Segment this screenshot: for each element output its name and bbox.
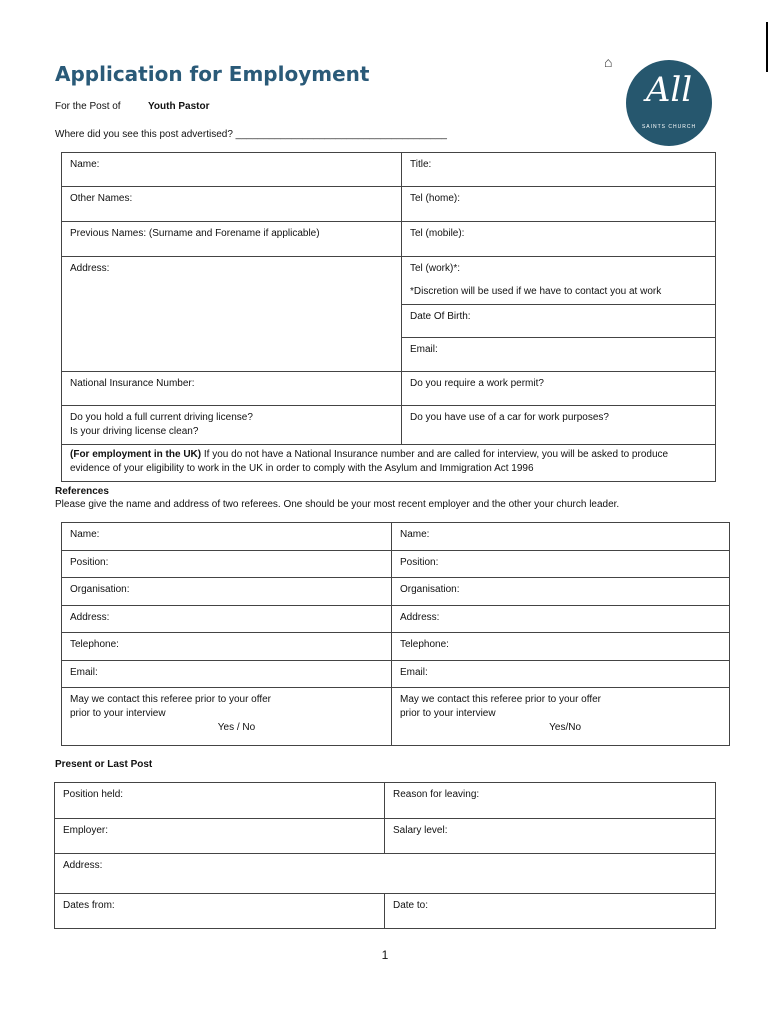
- other-names-field[interactable]: Other Names:: [62, 187, 402, 222]
- uk-note-bold: (For employment in the UK): [70, 449, 202, 460]
- reason-leaving-field[interactable]: Reason for leaving:: [385, 783, 716, 819]
- position-held-field[interactable]: Position held:: [55, 783, 385, 819]
- dates-from-field[interactable]: Dates from:: [55, 894, 385, 929]
- driving-license-label: Do you hold a full current driving license?: [70, 412, 253, 423]
- page-number: 1: [381, 948, 389, 962]
- title-field[interactable]: Title:: [402, 153, 716, 187]
- ref1-address-field[interactable]: Address:: [62, 606, 392, 633]
- name-field[interactable]: Name:: [62, 153, 402, 187]
- discretion-note: *Discretion will be used if we have to contact you at work: [410, 286, 662, 297]
- ref1-organisation-field[interactable]: Organisation:: [62, 578, 392, 606]
- church-roof-icon: ⌂: [604, 54, 613, 70]
- ref2-contact-q1: May we contact this referee prior to your offer: [400, 694, 602, 705]
- logo-text: All: [645, 70, 693, 110]
- uk-eligibility-note: [62, 445, 716, 482]
- ref1-email-field[interactable]: Email:: [62, 661, 392, 688]
- page-title: Application for Employment: [55, 62, 370, 86]
- email-field[interactable]: Email:: [402, 338, 716, 372]
- references-table: [61, 522, 730, 746]
- ref2-organisation-field[interactable]: Organisation:: [392, 578, 730, 606]
- tel-work-label: Tel (work)*:: [410, 263, 461, 274]
- advert-field[interactable]: Where did you see this post advertised? ______________________________________: [55, 129, 447, 140]
- driving-license-field[interactable]: [62, 406, 402, 445]
- present-post-table: [54, 782, 716, 929]
- tel-mobile-field[interactable]: Tel (mobile):: [402, 222, 716, 257]
- car-use-field[interactable]: Do you have use of a car for work purposes?: [402, 406, 716, 445]
- salary-field[interactable]: Salary level:: [385, 819, 716, 854]
- address-field[interactable]: Address:: [62, 257, 402, 372]
- references-intro: Please give the name and address of two referees. One should be your most recent employer and the other your church leader.: [55, 499, 620, 510]
- ref2-email-field[interactable]: Email:: [392, 661, 730, 688]
- post-label: For the Post of: [55, 101, 121, 112]
- employer-field[interactable]: Employer:: [55, 819, 385, 854]
- post-address-field[interactable]: Address:: [55, 854, 716, 894]
- ref1-contact-q2: prior to your interview: [70, 708, 166, 719]
- license-clean-label: Is your driving license clean?: [70, 426, 199, 437]
- margin-bar: [766, 22, 768, 72]
- uk-note-text: If you do not have a National Insurance number and are called for interview, you will be asked to produce evidence of your eligibility to work in the UK in order to comply with the Asylum and Immigration Act 1996: [70, 449, 669, 474]
- present-post-heading: Present or Last Post: [55, 759, 153, 770]
- ref1-telephone-field[interactable]: Telephone:: [62, 633, 392, 661]
- references-heading: References: [55, 486, 109, 497]
- ref2-contact-q2: prior to your interview: [400, 708, 496, 719]
- ref2-position-field[interactable]: Position:: [392, 551, 730, 578]
- dob-field[interactable]: Date Of Birth:: [402, 305, 716, 338]
- tel-work-field[interactable]: [402, 257, 716, 305]
- ref1-contact-field[interactable]: [62, 688, 392, 746]
- ref1-yes-no[interactable]: Yes / No: [217, 722, 256, 733]
- ref1-position-field[interactable]: Position:: [62, 551, 392, 578]
- work-permit-field[interactable]: Do you require a work permit?: [402, 372, 716, 406]
- ref2-contact-field[interactable]: [392, 688, 730, 746]
- ref1-name-field[interactable]: Name:: [62, 523, 392, 551]
- personal-details-table: [61, 152, 716, 482]
- ni-number-field[interactable]: National Insurance Number:: [62, 372, 402, 406]
- ref2-name-field[interactable]: Name:: [392, 523, 730, 551]
- post-value: Youth Pastor: [148, 101, 210, 112]
- ref2-yes-no[interactable]: Yes/No: [549, 722, 581, 733]
- previous-names-field[interactable]: Previous Names: (Surname and Forename if applicable): [62, 222, 402, 257]
- tel-home-field[interactable]: Tel (home):: [402, 187, 716, 222]
- ref2-telephone-field[interactable]: Telephone:: [392, 633, 730, 661]
- ref2-address-field[interactable]: Address:: [392, 606, 730, 633]
- logo-subtext: SAINTS CHURCH: [641, 124, 697, 130]
- date-to-field[interactable]: Date to:: [385, 894, 716, 929]
- ref1-contact-q1: May we contact this referee prior to your offer: [70, 694, 272, 705]
